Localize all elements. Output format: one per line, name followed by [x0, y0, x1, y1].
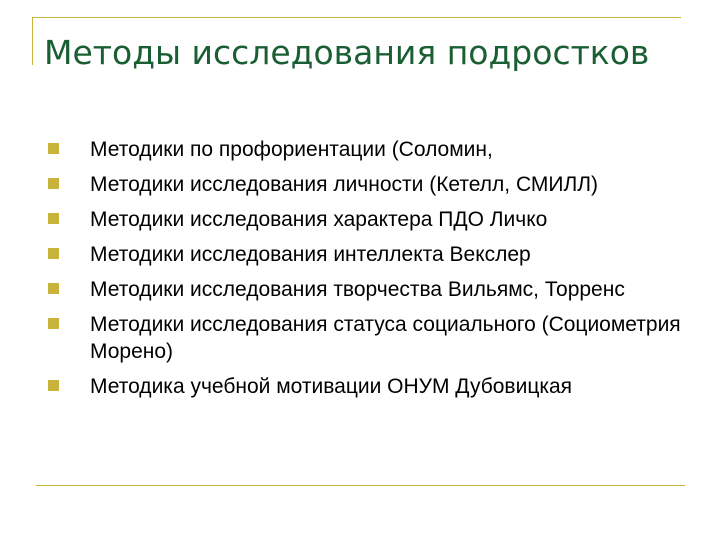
square-bullet-icon	[48, 213, 59, 224]
bullet-item	[48, 276, 688, 303]
bullet-text: Методики исследования творчества Вильямс, Торренс	[90, 278, 625, 301]
square-bullet-icon	[48, 380, 59, 391]
bullet-item	[48, 171, 688, 198]
top-divider	[32, 17, 681, 18]
bullet-item	[48, 373, 688, 400]
bullet-text: Методика учебной мотивации ОНУМ Дубовицкая	[90, 375, 573, 398]
title-accent-line	[32, 17, 33, 65]
bullet-item	[48, 136, 688, 163]
bullet-text: Методики исследования интеллекта Векслер	[90, 243, 531, 266]
bullet-text: Методики исследования характера ПДО Личко	[90, 208, 548, 231]
bottom-divider	[36, 485, 685, 486]
bullet-text: Методики исследования личности (Кетелл, СМИЛЛ)	[90, 173, 599, 196]
slide-title: Методы исследования подростков	[44, 33, 650, 72]
square-bullet-icon	[48, 248, 59, 259]
square-bullet-icon	[48, 318, 59, 329]
bullet-item	[48, 206, 688, 233]
bullet-item	[48, 241, 688, 268]
bullet-text: Методики исследования статуса социального (Социометрия Морено)	[90, 313, 681, 363]
square-bullet-icon	[48, 143, 59, 154]
bullet-list	[48, 136, 688, 408]
bullet-item	[48, 311, 688, 365]
bullet-text: Методики по профориентации (Соломин,	[90, 138, 493, 161]
square-bullet-icon	[48, 283, 59, 294]
square-bullet-icon	[48, 178, 59, 189]
